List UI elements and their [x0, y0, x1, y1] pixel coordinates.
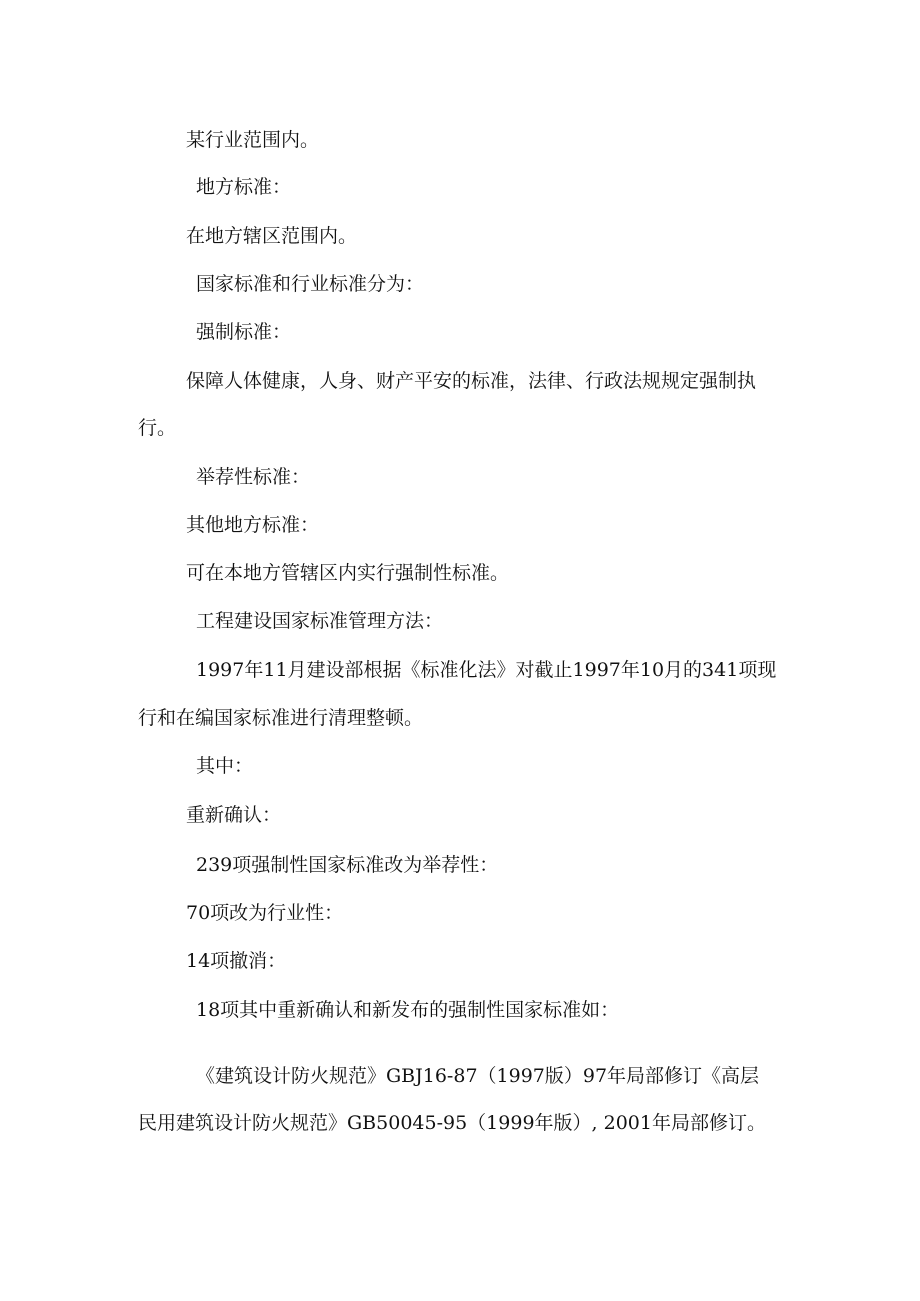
text-line-20: 《建筑设计防火规范》GBJ16-87（1997版）97年局部修订《高层 [196, 1065, 760, 1087]
text-line-3: 在地方辖区范围内。 [186, 225, 358, 247]
text-line-9: 其他地方标准： [186, 514, 320, 536]
text-line-18: 14项撤消： [186, 950, 287, 972]
text-line-10: 可在本地方管辖区内实行强制性标准。 [186, 562, 510, 584]
text-line-11: 工程建设国家标准管理方法： [196, 610, 444, 632]
text-line-14: 其中： [196, 755, 254, 777]
text-line-17: 70项改为行业性： [186, 902, 344, 924]
text-line-2: 地方标准： [196, 176, 292, 198]
text-line-21: 民用建筑设计防火规范》GB50045-95（1999年版）, 2001年局部修订。 [138, 1112, 766, 1134]
text-line-15: 重新确认： [186, 804, 282, 826]
text-line-4: 国家标准和行业标准分为： [196, 273, 425, 295]
text-line-19: 18项其中重新确认和新发布的强制性国家标准如： [196, 999, 620, 1021]
text-line-13: 行和在编国家标准进行清理整顿。 [138, 707, 424, 729]
text-line-7: 行。 [138, 417, 177, 439]
text-line-12: 1997年11月建设部根据《标准化法》对截止1997年10月的341项现 [196, 659, 777, 681]
text-line-8: 举荐性标准： [196, 466, 311, 488]
text-line-5: 强制标准： [196, 321, 292, 343]
text-line-16: 239项强制性国家标准改为举荐性： [196, 854, 499, 876]
text-line-6: 保障人体健康，人身、财产平安的标准，法律、行政法规规定强制执 [186, 370, 757, 392]
text-line-1: 某行业范围内。 [186, 129, 320, 151]
